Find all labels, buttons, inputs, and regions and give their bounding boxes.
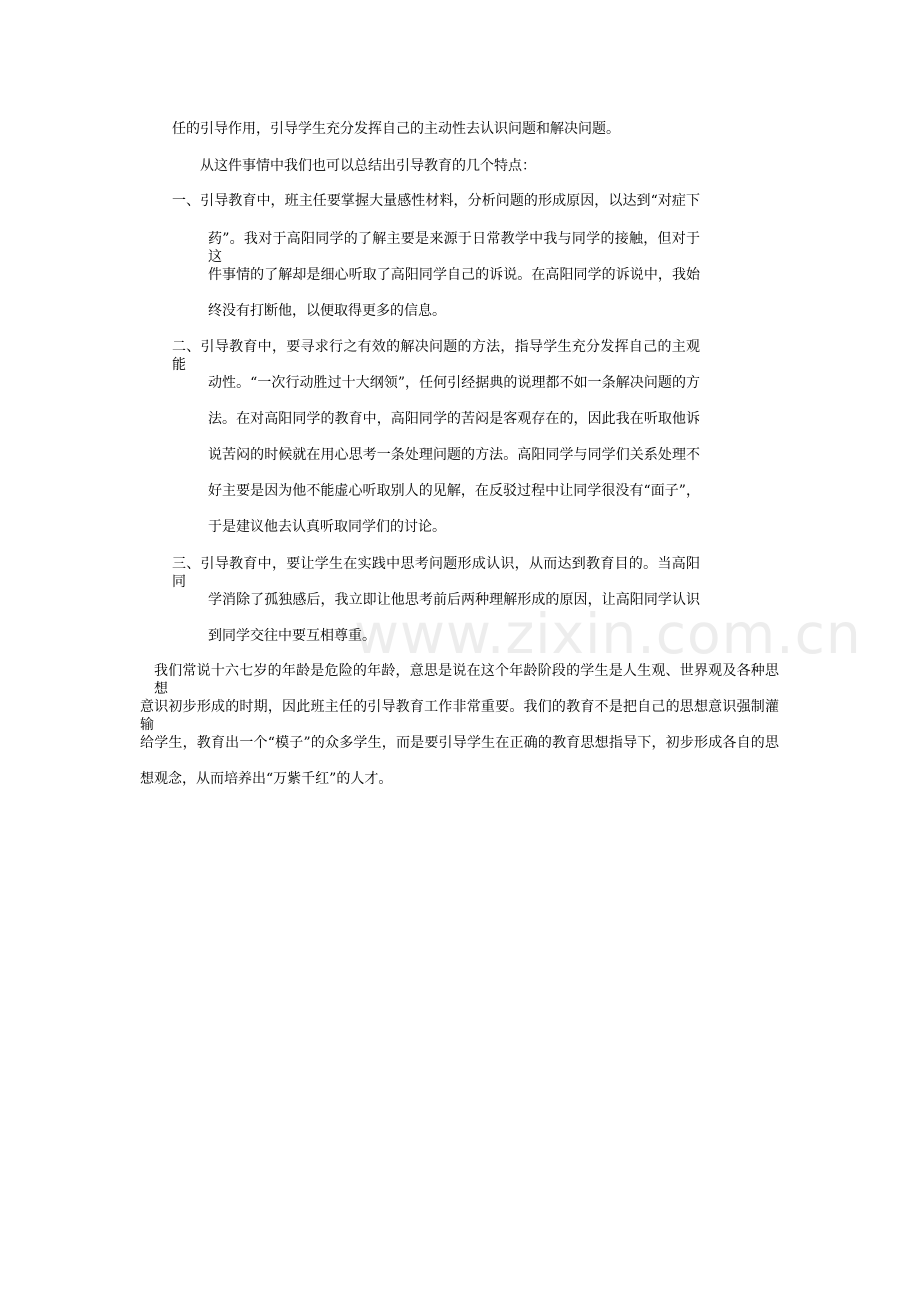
paragraph-line: 给学生，教育出一个“模子”的众多学生，而是要引导学生在正确的教育思想指导下，初步形成各自的思 xyxy=(140,735,779,751)
list-item-line: 法。在对高阳同学的教育中，高阳同学的苦闷是客观存在的，因此我在听取他诉 xyxy=(208,411,700,427)
list-item-line: 件事情的了解却是细心听取了高阳同学自己的诉说。在高阳同学的诉说中，我始 xyxy=(208,267,700,283)
list-item-line: 动性。“一次行动胜过十大纲领”，任何引经据典的说理都不如一条解决问题的方 xyxy=(208,375,700,391)
paragraph-line: 我们常说十六七岁的年龄是危险的年龄，意思是说在这个年龄阶段的学生是人生观、世界观及各种思想 xyxy=(154,663,779,697)
paragraph-line: 从这件事情中我们也可以总结出引导教育的几个特点： xyxy=(200,158,536,174)
paragraph-line: 意识初步形成的时期，因此班主任的引导教育工作非常重要。我们的教育不是把自己的思想意识强制灌输 xyxy=(140,699,779,733)
list-item-line: 于是建议他去认真听取同学们的讨论。 xyxy=(208,519,446,535)
list-item-line: 说苦闷的时候就在用心思考一条处理问题的方法。高阳同学与同学们关系处理不 xyxy=(208,447,700,463)
list-item-line: 学消除了孤独感后，我立即让他思考前后两种理解形成的原因，让高阳同学认识 xyxy=(208,592,700,608)
list-item-line: 三、引导教育中，要让学生在实践中思考问题形成认识，从而达到教育目的。当高阳同 xyxy=(172,556,700,590)
list-item-line: 二、引导教育中，要寻求行之有效的解决问题的方法，指导学生充分发挥自己的主观能 xyxy=(172,339,700,373)
list-item-line: 好主要是因为他不能虚心听取别人的见解，在反驳过程中让同学很没有“面子”， xyxy=(208,483,700,499)
list-item-line: 终没有打断他，以便取得更多的信息。 xyxy=(208,303,446,319)
list-item-line: 一、引导教育中，班主任要掌握大量感性材料，分析问题的形成原因，以达到“对症下 xyxy=(172,193,700,209)
watermark-text: www.zixin.com.cn xyxy=(354,602,862,666)
paragraph-line: 想观念，从而培养出“万紫千红”的人才。 xyxy=(140,771,393,787)
list-item-line: 到同学交往中要互相尊重。 xyxy=(208,628,376,644)
paragraph-line: 任的引导作用，引导学生充分发挥自己的主动性去认识问题和解决问题。 xyxy=(172,121,620,137)
list-item-line: 药”。我对于高阳同学的了解主要是来源于日常教学中我与同学的接触，但对于这 xyxy=(208,231,700,265)
